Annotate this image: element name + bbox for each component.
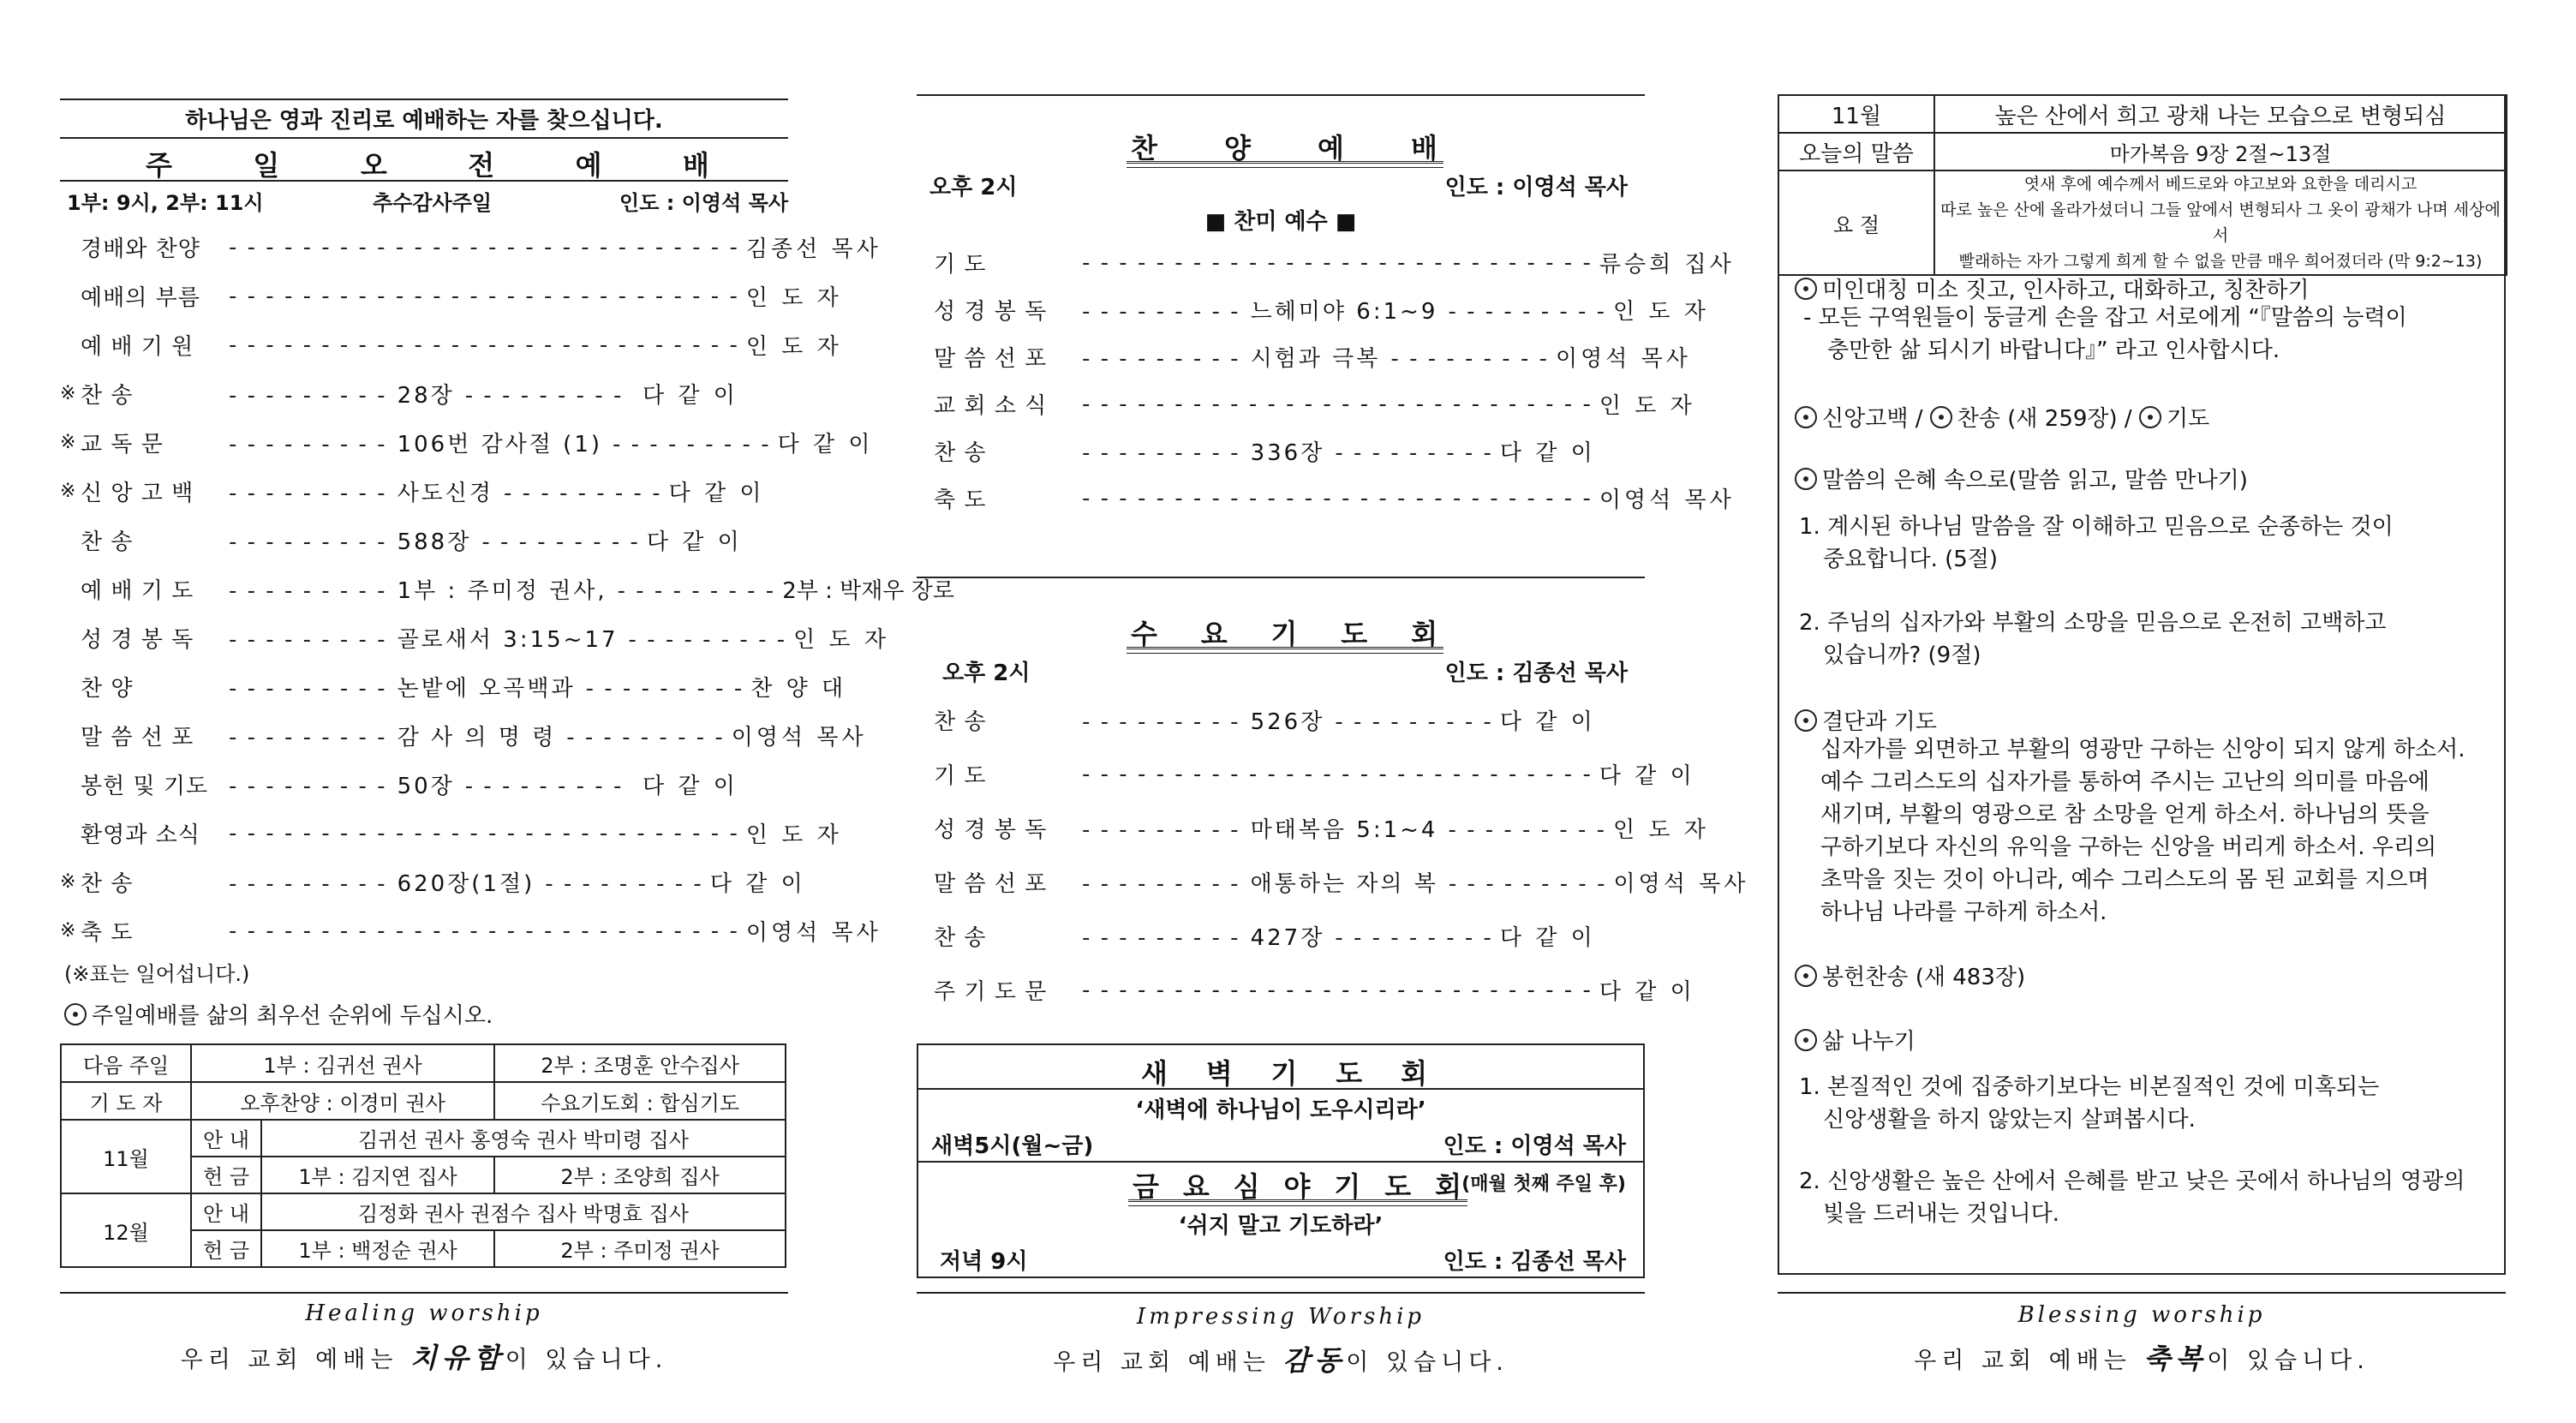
order-detail: - - - - - - - - - - - - - - - - - - - - - - - - - - - - [1082,485,1593,511]
order-label: 말 씀 선 포 [81,725,194,750]
grace-title: 말씀의 은혜 속으로(말씀 읽고, 말씀 만나기) [1795,463,2248,494]
order-label: 환영과 소식 [81,822,200,848]
icebreak-title: 미인대칭 미소 짓고, 인사하고, 대화하고, 칭찬하기 [1795,272,2309,304]
order-row [934,812,1709,844]
order-row [934,482,1735,514]
order-leader: 인 도 자 [793,627,889,653]
order-leader: 다 같 이 [1599,763,1695,789]
circle-dot-icon [1795,1029,1817,1051]
dec-offering-2: 2부 : 주미정 권사 [494,1230,786,1267]
order-detail: - - - - - - - - - - - - - - - - - - - - - - - - - - - - [1082,761,1593,787]
order-row [934,341,1691,373]
circle-dot-icon [1795,709,1817,732]
stand-mark: ※ [60,481,76,502]
order-leader: 이영석 목사 [1555,346,1691,372]
nov-guide: 김귀선 권사 홍영숙 권사 박미령 집사 [261,1120,786,1157]
order-row [934,866,1749,898]
service-times: 1부: 9시, 2부: 11시 [67,191,264,215]
order-label: 찬 양 [81,676,134,702]
circle-dot-icon [64,1003,87,1025]
order-leader: 찬 양 대 [750,676,847,702]
footer-english: Blessing worship [2017,1302,2266,1328]
dawn-title: 새 벽 기 도 회 [1141,1057,1429,1090]
order-detail: - - - - - - - - - 애통하는 자의 복 - - - - - - - - - [1082,871,1607,897]
title-rule [60,137,788,139]
order-label: 예 배 기 원 [81,334,194,360]
summary-label: 요 절 [1778,170,1934,275]
leader: 인도 : 이영석 목사 [619,191,788,215]
order-row [934,388,1695,420]
page-title: 주 일 오 전 예 배 [146,149,711,182]
occasion: 추수감사주일 [373,191,493,215]
circle-dot-icon [2139,406,2161,428]
order-leader: 인 도 자 [1599,393,1695,419]
theme-cell: 높은 산에서 희고 광채 나는 모습으로 변형되심 [1934,95,2507,133]
nov-label: 11월 [61,1120,191,1193]
order-leader: 다 같 이 [1599,979,1695,1005]
order-label: 예배의 부름 [81,285,200,311]
title-underline [1127,647,1443,654]
order-row [934,294,1709,326]
order-row [60,671,847,703]
order-leader: 다 같 이 [709,871,806,897]
order-row [60,817,842,849]
order-label: 주 기 도 문 [934,979,1048,1005]
word-reference: 마가복음 9장 2절~13절 [1934,133,2507,170]
wednesday-time: 오후 2시 [942,661,1031,686]
prayer-4: 수요기도회 : 합심기도 [494,1082,786,1120]
offering-hymn: 봉헌찬송 (새 483장) [1795,960,2025,991]
praise-time: 오후 2시 [929,175,1018,200]
order-label: 찬 송 [934,925,987,951]
circle-dot-icon [1795,468,1817,490]
order-detail: - - - - - - - - - 620장(1절) - - - - - - - - - [229,871,703,897]
stand-mark: ※ [60,871,76,893]
order-detail: - - - - - - - - - - - - - - - - - - - - - - - - - - - - [229,820,739,846]
title-bottom-rule [60,180,788,182]
order-row [60,378,788,410]
footer-korean: 우리 교회 예배는 치유함이 있습니다. [180,1342,668,1374]
resolve-prayer: 십자가를 외면하고 부활의 영광만 구하는 신앙이 되지 않게 하소서. 예수 그리스도의 십자가를 통하여 주시는 고난의 의미를 마음에 새기며, 부활의 영광으로 참 소망을 얻게 하소서. 하나님의 뜻을 구하기보다 자신의 유익을 구하는 신앙을 버리게 하소서. 우리의 초막을 짓는 것이 아니라, 예수 그리스도의 몸 된 교회를 지으며 하나님 나라를 구하게 하소서. [1820,737,2465,925]
share-2: 2. 신앙생활은 높은 산에서 은혜를 받고 낮은 곳에서 하나님의 영광의 빛을 드러내는 것입니다. [1799,1169,2465,1227]
guide-label: 안 내 [191,1120,261,1157]
friday-time: 저녁 9시 [940,1249,1028,1275]
praise-subtitle: ■ 찬미 예수 ■ [1204,209,1357,235]
prayer-3: 오후찬양 : 이경미 권사 [191,1082,494,1120]
order-detail: - - - - - - - - - 마태복음 5:1~4 - - - - - - - - - [1082,817,1607,843]
priority-note: 주일예배를 삶의 최우선 순위에 두십시오. [64,998,493,1030]
order-row [934,704,1645,736]
order-label: 찬 송 [934,440,987,466]
order-leader: 이영석 목사 [745,920,882,946]
order-row [934,920,1645,952]
title-underline [1127,161,1443,168]
circle-dot-icon [1795,406,1817,428]
order-leader: 다 같 이 [1499,925,1596,951]
stand-mark: ※ [60,383,76,404]
order-label: 봉헌 및 기도 [81,774,209,799]
box-rule [918,1161,1643,1163]
order-row [60,280,842,312]
order-detail: - - - - - - - - - 50장 - - - - - - - - - [229,774,624,799]
order-detail: - - - - - - - - - 427장 - - - - - - - - - [1082,925,1493,951]
top-rule [917,94,1645,96]
order-leader: 이영석 목사 [1599,487,1735,513]
order-detail: - - - - - - - - - - - - - - - - - - - - - - - - - - - - [1082,977,1593,1003]
order-leader: 류승희 집사 [1599,252,1735,278]
order-row [60,573,954,605]
order-row [60,866,806,898]
dawn-leader: 인도 : 이영석 목사 [1443,1133,1626,1159]
tagline: 하나님은 영과 진리로 예배하는 자를 찾으십니다. [185,108,663,134]
footer-english: Impressing Worship [1136,1304,1425,1330]
dec-guide: 김정화 권사 권점수 집사 박명효 집사 [261,1193,786,1230]
order-row [60,427,874,458]
order-detail: - - - - - - - - - - - - - - - - - - - - - - - - - - - - [1082,391,1593,417]
dec-label: 12월 [61,1193,191,1267]
top-rule [60,99,788,100]
order-leader: 인 도 자 [745,285,842,311]
order-row [60,622,889,654]
order-detail: - - - - - - - - - - - - - - - - - - - - - - - - - - - - [1082,249,1593,276]
praise-leader: 인도 : 이영석 목사 [1444,175,1628,200]
prayer-table [60,1043,786,1268]
order-row [60,915,882,947]
order-row [934,974,1695,1006]
order-leader: 다 같 이 [1499,709,1596,735]
dawn-time: 새벽5시(월~금) [931,1133,1094,1159]
circle-dot-icon [1930,406,1952,428]
order-leader: 다 같 이 [646,529,743,555]
question-1: 1. 계시된 하나님 말씀을 잘 이해하고 믿음으로 순종하는 것이 중요합니다. (5절) [1799,514,2394,572]
order-label: 찬 송 [81,529,134,555]
order-leader: 다 같 이 [668,481,765,506]
friday-leader: 인도 : 김종선 목사 [1443,1249,1626,1275]
share-1: 1. 본질적인 것에 집중하기보다는 비본질적인 것에 미혹되는 신앙생활을 하지 않았는지 살펴봅시다. [1799,1074,2380,1133]
prayer-label: 기 도 자 [61,1082,191,1120]
wednesday-leader: 인도 : 김종선 목사 [1444,661,1628,686]
order-leader: 인 도 자 [745,822,842,848]
order-leader: 다 같 이 [643,383,738,409]
order-detail: - - - - - - - - - 논밭에 오곡백과 - - - - - - - - - [229,676,744,702]
title-underline [1128,1199,1467,1206]
order-leader: 이영석 목사 [1613,871,1749,897]
order-detail: - - - - - - - - - 106번 감사절 (1) - - - - - - - - - [229,432,771,457]
order-row [934,435,1645,467]
order-detail: - - - - - - - - - - - - - - - - - - - - - - - - - - - - [229,283,739,309]
footer-rule [60,1292,788,1294]
section-rule [917,577,1645,578]
small-group-column [1778,0,2506,1423]
order-detail: - - - - - - - - - 사도신경 - - - - - - - - - [229,481,662,506]
praise-title: 찬 양 예 배 [1131,132,1439,164]
order-label: 찬 송 [81,871,134,897]
order-leader: 다 같 이 [643,774,738,799]
stand-note: (※표는 일어섭니다.) [64,962,250,986]
order-leader: 2부 : 박재우 장로 [782,578,954,604]
sunday-service-column [60,0,954,1423]
order-row [60,475,788,507]
friday-quote: ‘쉬지 말고 기도하라’ [1178,1213,1384,1239]
nov-offering-2: 2부 : 조양희 집사 [494,1157,786,1193]
order-detail: - - - - - - - - - - - - - - - - - - - - - - - - - - - - [229,332,739,358]
order-leader: 인 도 자 [1613,817,1709,843]
order-label: 말 씀 선 포 [934,346,1048,372]
order-row [60,524,788,556]
order-label: 기 도 [934,252,987,278]
prayer-meetings-box [917,1043,1645,1278]
order-detail: - - - - - - - - - 1부 : 주미정 권사, - - - - - - - - - [229,578,776,604]
question-2: 2. 주님의 십자가와 부활의 소망을 믿음으로 온전히 고백하고 있습니까? (9절) [1799,610,2387,668]
box-rule [918,1088,1643,1090]
icebreak-text: - 모든 구역원들이 둥글게 손을 잡고 서로에게 “『말씀의 능력이 충만한 삶 되시기 바랍니다』” 라고 인사합시다. [1803,305,2407,363]
order-leader: 김종선 목사 [745,236,882,262]
footer-korean: 우리 교회 예배는 축복이 있습니다. [1914,1342,2370,1375]
order-label: 찬 송 [81,383,134,409]
order-detail: - - - - - - - - - 느헤미야 6:1~9 - - - - - - - - - [1082,299,1607,325]
prayer-2: 2부 : 조명훈 안수집사 [494,1044,786,1082]
order-row [934,758,1695,790]
order-detail: - - - - - - - - - 588장 - - - - - - - - - [229,529,640,555]
order-leader: 이영석 목사 [731,725,867,750]
order-label: 교 독 문 [81,432,164,457]
footer-rule [917,1292,1645,1294]
order-detail: - - - - - - - - - 526장 - - - - - - - - - [1082,709,1493,735]
order-label: 신 앙 고 백 [81,481,194,506]
footer-rule [1778,1292,2506,1294]
order-leader: 인 도 자 [745,334,842,360]
order-row [60,768,788,800]
order-detail: - - - - - - - - - 감 사 의 명 령 - - - - - - - - - [229,725,725,750]
next-week-label: 다음 주일 [61,1044,191,1082]
nov-offering-1: 1부 : 김지연 집사 [261,1157,494,1193]
circle-dot-icon [1795,278,1817,300]
stand-mark: ※ [60,432,76,453]
resolve-title: 결단과 기도 [1795,704,1937,736]
order-row [60,329,842,361]
offering-label: 헌 금 [191,1157,261,1193]
order-detail: - - - - - - - - - 28장 - - - - - - - - - [229,383,624,409]
dawn-quote: ‘새벽에 하나님이 도우시리라’ [1135,1097,1426,1123]
lesson-header-table [1778,94,2507,276]
order-label: 축 도 [81,920,134,946]
order-detail: - - - - - - - - - - - - - - - - - - - - - - - - - - - - [229,918,739,944]
order-row [934,247,1735,278]
order-leader: 다 같 이 [777,432,874,457]
order-detail: - - - - - - - - - 골로새서 3:15~17 - - - - - - - - - [229,627,787,653]
stand-mark: ※ [60,920,76,942]
order-label: 교 회 소 식 [934,393,1048,419]
order-leader: 다 같 이 [1499,440,1596,466]
order-label: 성 경 봉 독 [934,299,1048,325]
footer-english: Healing worship [305,1300,543,1326]
order-label: 예 배 기 도 [81,578,194,604]
offering-label: 헌 금 [191,1230,261,1267]
order-detail: - - - - - - - - - - - - - - - - - - - - - - - - - - - - [229,234,739,260]
word-label: 오늘의 말씀 [1778,133,1934,170]
order-detail: - - - - - - - - - 336장 - - - - - - - - - [1082,440,1493,466]
creed-line: 신앙고백 / 찬송 (새 259장) / 기도 [1795,401,2209,433]
friday-note: (매월 첫째 주일 후) [1461,1174,1626,1195]
order-row [60,720,867,751]
order-label: 찬 송 [934,709,987,735]
order-label: 기 도 [934,763,987,789]
order-row [60,231,882,263]
share-title: 삶 나누기 [1795,1024,1916,1055]
summary-verse: 엿새 후에 예수께서 베드로와 야고보와 요한을 데리시고 따로 높은 산에 올라가셨더니 그들 앞에서 변형되사 그 옷이 광채가 나며 세상에서 빨래하는 자가 그렇게 희게 할 수 없을 만큼 매우 희어졌더라 (막 9:2~13) [1934,170,2507,275]
order-label: 축 도 [934,487,987,513]
order-label: 경배와 찬양 [81,236,200,262]
guide-label: 안 내 [191,1193,261,1230]
order-label: 말 씀 선 포 [934,871,1048,897]
order-label: 성 경 봉 독 [81,627,194,653]
dec-offering-1: 1부 : 백정순 권사 [261,1230,494,1267]
friday-title: 금 요 심 야 기 도 회 [1133,1170,1463,1203]
wednesday-title: 수 요 기 도 회 [1131,618,1439,650]
order-detail: - - - - - - - - - 시험과 극복 - - - - - - - - - [1082,346,1549,372]
midweek-service-column [917,0,1749,1423]
circle-dot-icon [1795,965,1817,987]
order-leader: 인 도 자 [1613,299,1709,325]
footer-korean: 우리 교회 예배는 감동이 있습니다. [1053,1344,1509,1377]
month-cell: 11월 [1778,95,1934,133]
order-label: 성 경 봉 독 [934,817,1048,843]
prayer-1: 1부 : 김귀선 권사 [191,1044,494,1082]
